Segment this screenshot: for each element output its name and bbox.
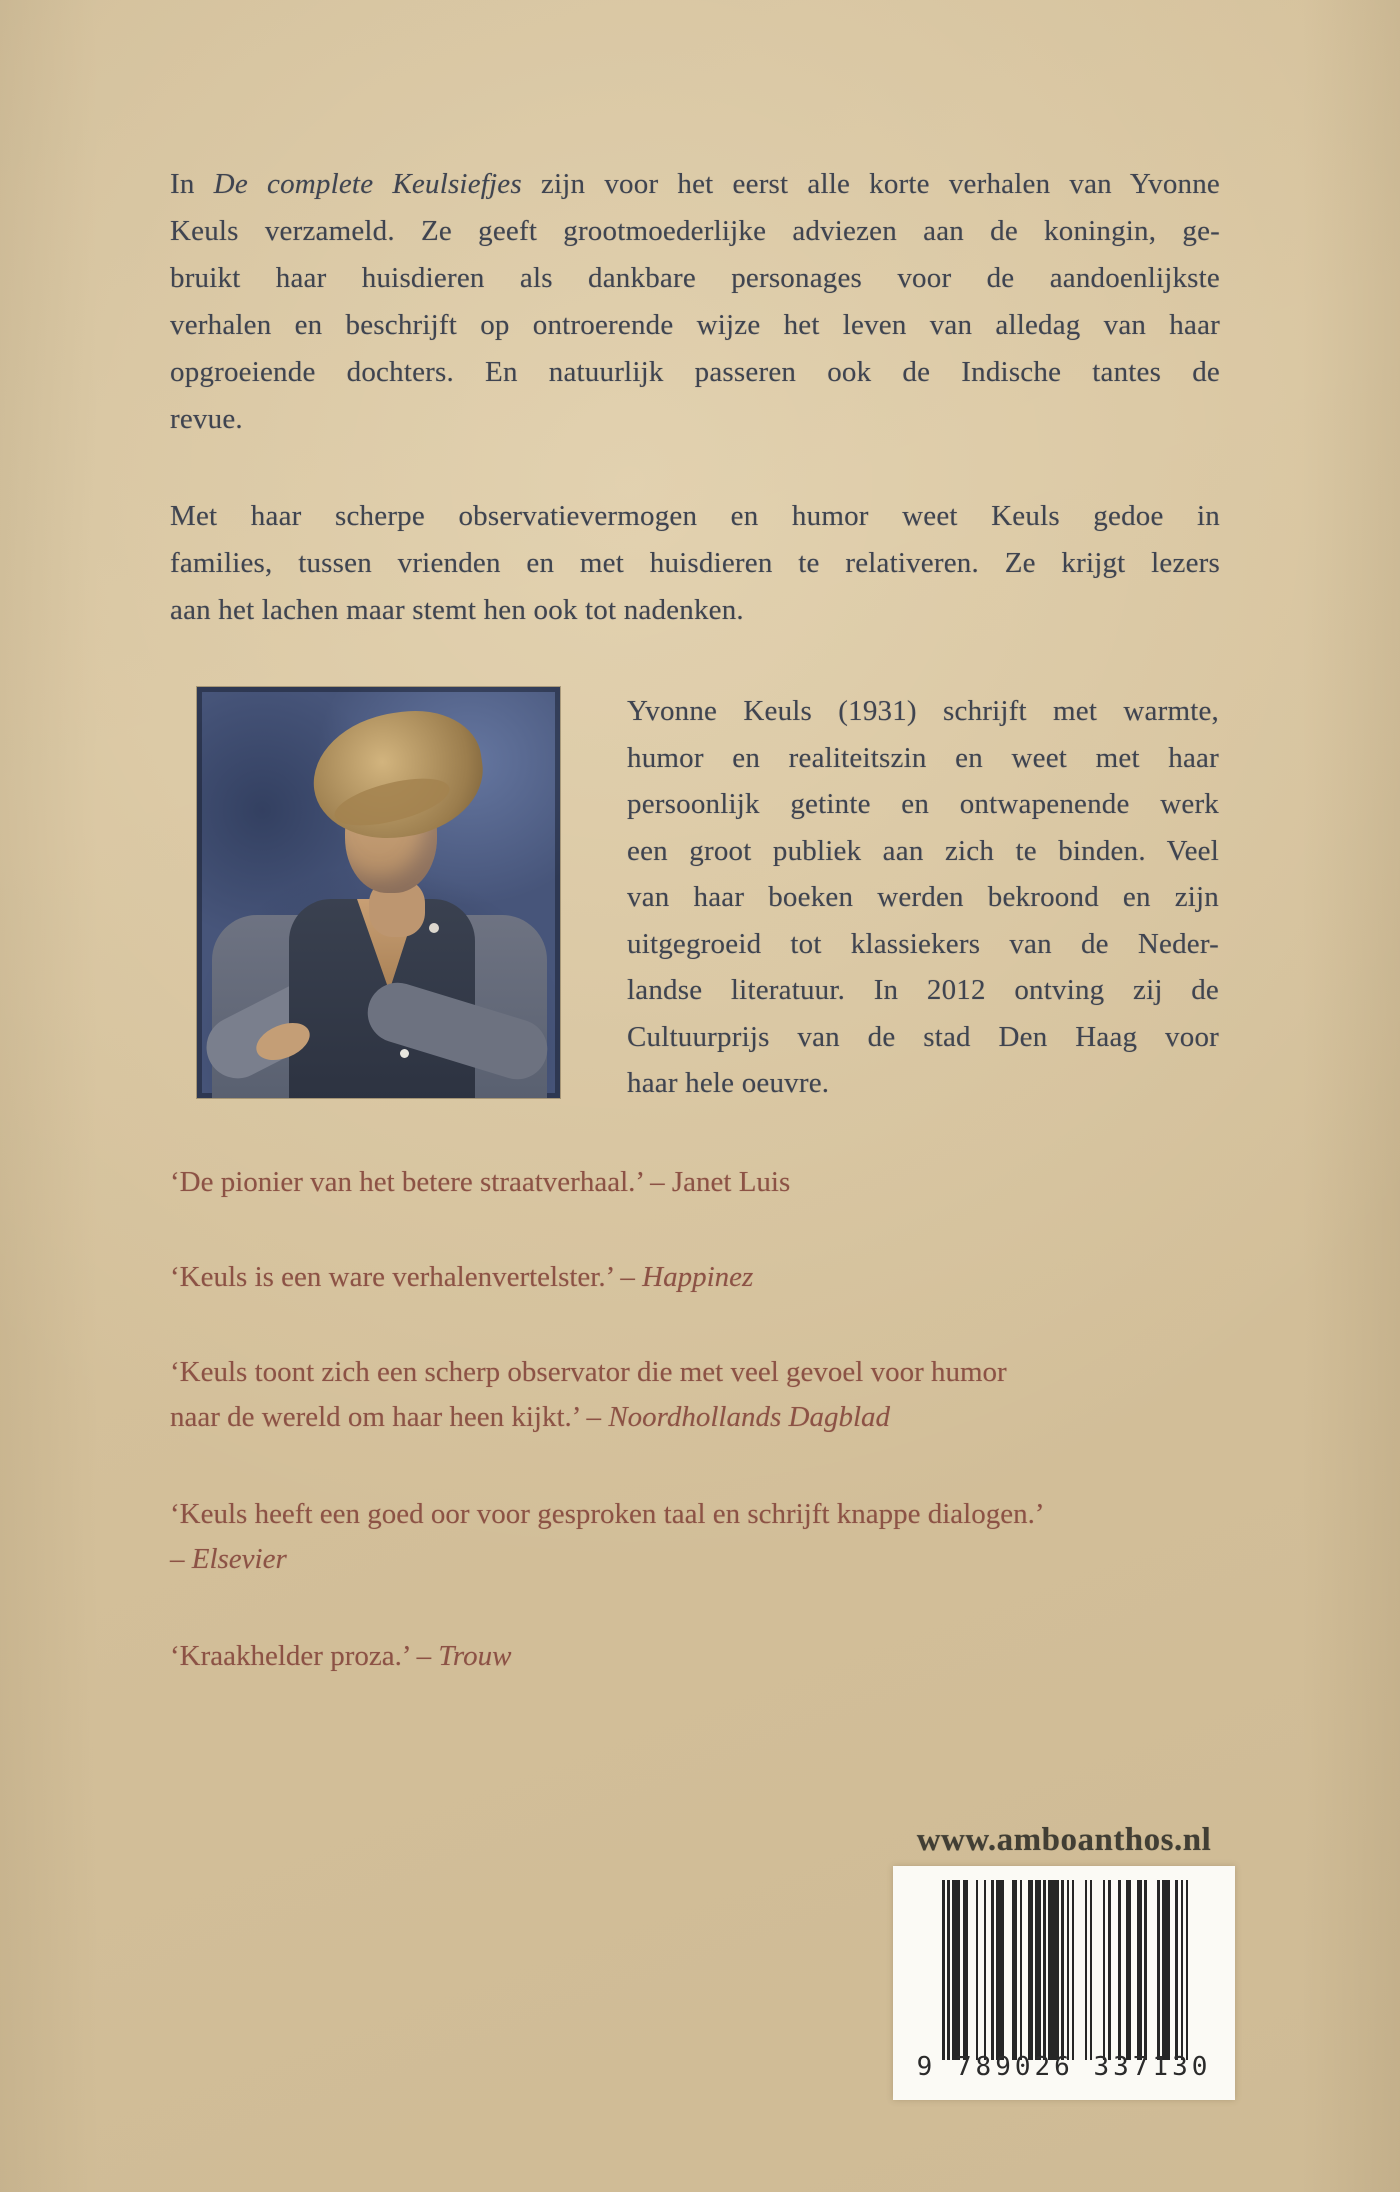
summary-paragraph — [170, 493, 1220, 634]
quote-text-line2: – Elsevier — [170, 1543, 287, 1575]
press-quote-noordhollands-dagblad — [170, 1350, 1270, 1440]
quote-source: Noordhollands Dagblad — [608, 1401, 891, 1433]
barcode-number: 9 789026 337130 — [916, 2052, 1212, 2082]
bio-line: uitgegroeid tot klassiekers van de Neder- — [627, 927, 1219, 960]
summary-line: Met haar scherpe observatievermogen en humor weet Keuls gedoe in — [170, 500, 1220, 532]
intro-line: bruikt haar huisdieren als dankbare personages voor de aandoenlijkste — [170, 262, 1220, 294]
press-quote-trouw — [170, 1634, 1270, 1679]
quote-text: ‘Keuls is een ware verhalenvertelster.’ – — [170, 1261, 643, 1293]
quote-source: Trouw — [438, 1640, 512, 1672]
intro-line: revue. — [170, 403, 243, 435]
quote-source: Happinez — [642, 1261, 754, 1293]
author-photo — [197, 687, 560, 1098]
book-title: De complete Keulsiefjes — [213, 168, 522, 200]
summary-line: aan het lachen maar stemt hen ook tot nadenken. — [170, 594, 744, 626]
bio-line: Cultuurprijs van de stad Den Haag voor — [627, 1020, 1219, 1053]
bio-line: van haar boeken werden bekroond en zijn — [627, 881, 1219, 913]
press-quote-elsevier — [170, 1492, 1270, 1582]
quote-text: ‘Keuls heeft een goed oor voor gesproken taal en schrijft knappe dialogen.’ — [170, 1498, 1045, 1530]
press-quote-janet-luis — [170, 1160, 1270, 1205]
bio-line: haar hele oeuvre. — [627, 1067, 830, 1099]
intro-line: opgroeiende dochters. En natuurlijk passeren ook de Indische tantes de — [170, 356, 1220, 388]
bio-line: landse literatuur. In 2012 ontving zij de — [627, 974, 1219, 1006]
quote-text: ‘Keuls toont zich een scherp observator die met veel gevoel voor humor — [170, 1356, 1007, 1388]
author-necklace — [429, 923, 439, 933]
bio-line: Yvonne Keuls (1931) schrijft met warmte, — [627, 695, 1219, 727]
bio-line: een groot publiek aan zich te binden. Veel — [627, 834, 1219, 867]
publisher-website-url: www.amboanthos.nl — [916, 1822, 1212, 1858]
summary-line: families, tussen vrienden en met huisdieren te relativeren. Ze krijgt lezers — [170, 547, 1220, 579]
bio-line: persoonlijk getinte en ontwapenende werk — [627, 788, 1219, 820]
isbn-barcode — [893, 1866, 1235, 2100]
intro-line — [170, 161, 1220, 208]
barcode-bar — [1186, 1880, 1189, 2060]
intro-line1-end: zijn voor het eerst alle korte verhalen van Yvonne — [521, 168, 1221, 200]
author-bio — [627, 688, 1219, 1107]
quote-text: ‘De pionier van het betere straatverhaal.’ – Janet Luis — [170, 1166, 791, 1198]
intro-line1-start: In — [170, 168, 214, 200]
press-quote-happinez — [170, 1255, 1270, 1300]
intro-line: Keuls verzameld. Ze geeft grootmoederlijke adviezen aan de koningin, ge- — [170, 215, 1220, 247]
quote-text: ‘Kraakhelder proza.’ – — [170, 1640, 439, 1672]
author-hair — [305, 702, 491, 848]
quote-source: Elsevier — [191, 1543, 287, 1575]
barcode-bars — [942, 1880, 1189, 2060]
bio-line: humor en realiteitszin en weet met haar — [627, 741, 1219, 774]
intro-line: verhalen en beschrijft op ontroerende wijze het leven van alledag van haar — [170, 309, 1220, 341]
author-section — [170, 687, 1220, 1107]
author-shirt-button — [400, 1049, 409, 1058]
quote-text-line2: naar de wereld om haar heen kijkt.’ – Noordhollands Dagblad — [170, 1401, 891, 1433]
intro-paragraph — [170, 161, 1220, 443]
